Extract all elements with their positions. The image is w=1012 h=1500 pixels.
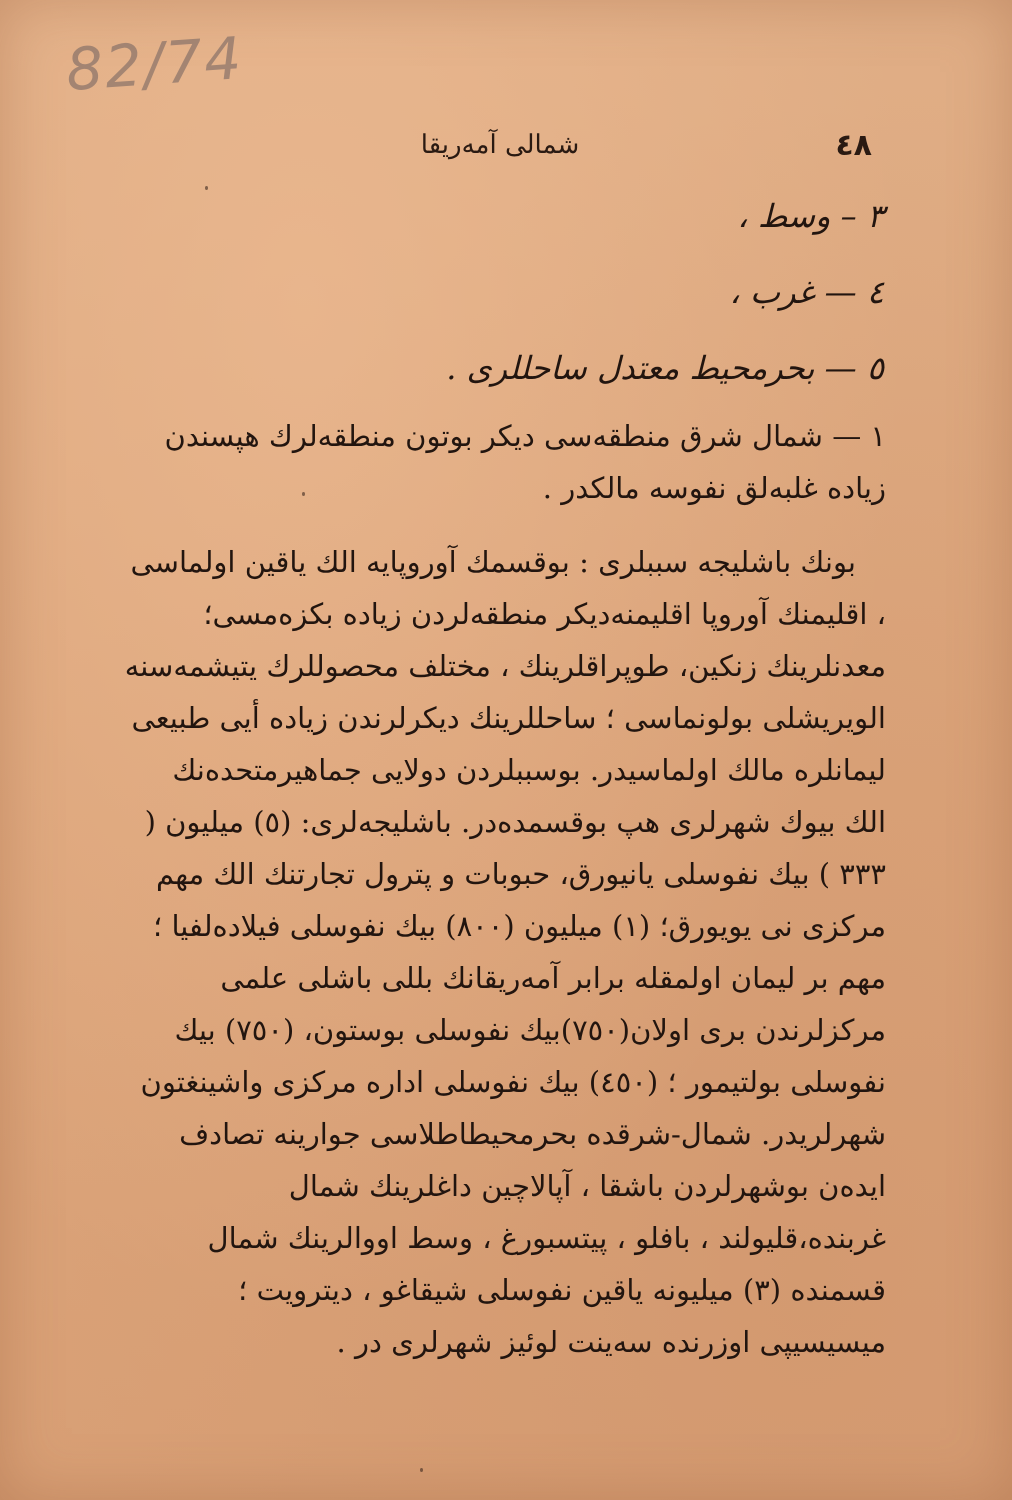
- page-header: [110, 128, 890, 168]
- list-item: ٣ – وسط ،: [737, 197, 884, 235]
- running-head: شمالى آمەريقا: [420, 130, 580, 160]
- body-text: [124, 410, 886, 1368]
- paragraph-reasons-and-cities: بونك باشليجە سببلرى : بوقسمك آوروپايە الك ياقين اولماسى ، اقليمنك آوروپا اقليمنەديكر منطقەلردن زيادە بكزەمسى؛ معدنلرينك زنكين، طوپراقلرينك ، مختلف محصوللرك يتيشمەسنە الويريشلى بولونماسى ؛ ساحللرينك ديكرلرندن زيادە أيى طبيعى ليمانلرە مالك اولماسيدر. بوسببلردن دولايى جماهيرمتحدەنك الك بيوك شهرلرى هپ بوقسمدەدر. باشليجەلرى: (٥) ميليون ( ٣٣٣ ) بيك نفوسلى يانيورق، حبوبات و پترول تجارتنك الك مهم مركزى نى يويورق؛ (١) ميليون (٨٠٠) بيك نفوسلى فيلادەلفيا ؛ مهم بر ليمان اولمقلە برابر آمەريقانك بللى باشلى علمى مركزلرندن برى اولان(٧٥٠)بيك نفوسلى بوستون، (٧٥٠) بيك نفوسلى بولتيمور ؛ (٤٥٠) بيك نفوسلى ادارە مركزى واشينغتون شهرلريدر. شمال-شرقدە بحرمحيطاطلاسى جوارينە تصادف ايدەن بوشهرلردن باشقا ، آپالاچين داغلرينك شمال غربندە،قليولند ، بافلو ، پيتسبورغ ، وسط اووالرينك شمال قسمندە (٣) ميليونە ياقين نفوسلى شيقاغو ، ديترويت ؛ ميسيسيپى اوزرندە سەينت لوئيز شهرلرى در .: [124, 545, 886, 1359]
- paper-speck: [205, 186, 208, 190]
- paper-speck: [420, 1468, 423, 1472]
- list-item: ٥ — بحرمحيط معتدل ساحللرى .: [446, 349, 884, 387]
- paper-speck: [302, 492, 305, 496]
- paragraph-northeast-population: ١ — شمال شرق منطقەسى ديكر بوتون منطقەلرك هپسندن زيادە غلبەلق نفوسە مالكدر .: [164, 419, 886, 505]
- region-list: [184, 178, 884, 406]
- list-item: ٤ — غرب ،: [729, 273, 884, 311]
- page-number: ٤٨: [835, 128, 872, 163]
- handwritten-pencil-note: 82/74: [63, 23, 246, 105]
